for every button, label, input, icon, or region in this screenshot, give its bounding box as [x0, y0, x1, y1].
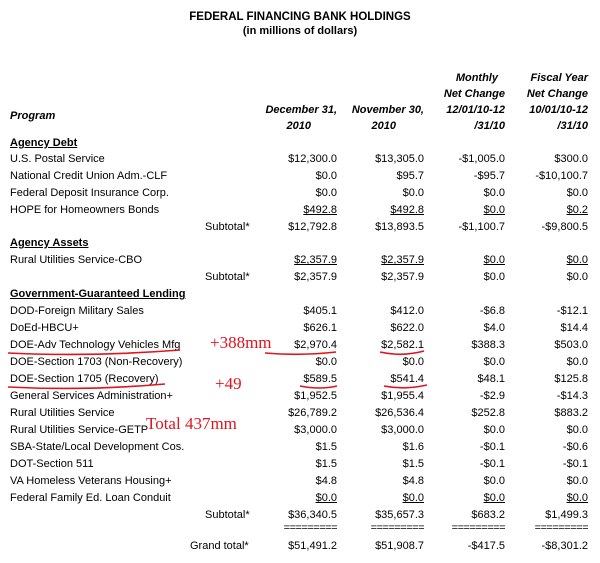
dec-value: $2,357.9 — [294, 271, 337, 283]
dec-value: $1.5 — [315, 441, 337, 453]
monthly-change: -$417.5 — [467, 540, 505, 552]
report-title: FEDERAL FINANCING BANK HOLDINGS — [189, 11, 411, 23]
row-label: SBA-State/Local Development Cos. — [10, 441, 185, 453]
fiscal-change: -$9,800.5 — [541, 221, 588, 233]
dec-value: $36,340.5 — [288, 509, 337, 521]
fiscal-change: -$14.3 — [556, 390, 588, 402]
row-label: DOE-Section 1705 (Recovery) — [10, 373, 159, 385]
row-label: Federal Deposit Insurance Corp. — [10, 187, 169, 199]
underline-mark — [8, 350, 180, 354]
underline-mark — [384, 385, 427, 388]
annotation-text: +388mm — [210, 333, 272, 352]
nov-value: $95.7 — [396, 170, 424, 182]
nov-value: $492.8 — [390, 204, 424, 216]
monthly-change: $4.0 — [483, 322, 505, 334]
nov-value: $1.5 — [402, 458, 424, 470]
fiscal-change: $883.2 — [554, 407, 588, 419]
fiscal-change: $1,499.3 — [545, 509, 588, 521]
monthly-change: $0.0 — [483, 271, 505, 283]
separator: ========= — [283, 522, 337, 534]
nov-value: $0.0 — [402, 356, 424, 368]
subtotal-label: Subtotal* — [205, 221, 250, 233]
dec-value: $0.0 — [315, 356, 337, 368]
underline-mark — [8, 384, 165, 388]
row-label: Federal Family Ed. Loan Conduit — [10, 492, 171, 504]
monthly-change: -$2.9 — [479, 390, 505, 402]
row-label: General Services Administration+ — [10, 390, 173, 402]
monthly-change: -$0.1 — [479, 441, 505, 453]
section-title: Agency Debt — [10, 137, 78, 149]
monthly-change: $252.8 — [471, 407, 505, 419]
row-label: U.S. Postal Service — [10, 153, 105, 165]
monthly-change: $388.3 — [471, 339, 505, 351]
row-label: Rural Utilities Service-CBO — [10, 254, 143, 266]
dec-value: $626.1 — [303, 322, 337, 334]
nov-value: $2,582.1 — [381, 339, 424, 351]
annotation-text: +49 — [215, 374, 242, 393]
monthly-change: $0.0 — [483, 424, 505, 436]
nov-value: $622.0 — [390, 322, 424, 334]
dec-value: $3,000.0 — [294, 424, 337, 436]
fiscal-change: $503.0 — [554, 339, 588, 351]
separator: ========= — [534, 522, 588, 534]
fiscal-change: $0.0 — [566, 475, 588, 487]
dec-value: $0.0 — [315, 187, 337, 199]
fiscal-change: $0.0 — [566, 356, 588, 368]
nov-value: $2,357.9 — [381, 254, 424, 266]
nov-value: $2,357.9 — [381, 271, 424, 283]
monthly-change: -$6.8 — [479, 305, 505, 317]
nov-value: $1.6 — [402, 441, 424, 453]
nov-value: $4.8 — [402, 475, 424, 487]
annotation-text: Total 437mm — [146, 414, 237, 433]
dec-value: $1,952.5 — [294, 390, 337, 402]
dec-value: $2,357.9 — [294, 254, 337, 266]
report-subtitle: (in millions of dollars) — [242, 25, 358, 37]
nov-value: $13,305.0 — [375, 153, 424, 165]
underline-mark — [380, 351, 424, 354]
nov-value: $13,893.5 — [375, 221, 424, 233]
monthly-change: -$95.7 — [473, 170, 505, 182]
fiscal-change: $0.0 — [566, 492, 588, 504]
underline-mark — [300, 386, 337, 388]
fiscal-change: -$0.6 — [562, 441, 588, 453]
fiscal-change: -$0.1 — [562, 458, 588, 470]
section-title: Agency Assets — [10, 237, 89, 249]
fiscal-change: -$8,301.2 — [541, 540, 588, 552]
monthly-change: $0.0 — [483, 254, 505, 266]
monthly-change: $683.2 — [471, 509, 505, 521]
fiscal-change: $0.0 — [566, 187, 588, 199]
monthly-change: $0.0 — [483, 187, 505, 199]
nov-value: $412.0 — [390, 305, 424, 317]
row-label: Rural Utilities Service — [10, 407, 115, 419]
col1-header: December 31, 2010 — [265, 104, 337, 132]
dec-value: $4.8 — [315, 475, 337, 487]
dec-value: $12,300.0 — [288, 153, 337, 165]
dec-value: $1.5 — [315, 458, 337, 470]
dec-value: $26,789.2 — [288, 407, 337, 419]
subtotal-label: Subtotal* — [205, 509, 250, 521]
row-label: DoEd-HBCU+ — [10, 322, 79, 334]
fiscal-change: -$12.1 — [556, 305, 588, 317]
fiscal-change: $0.2 — [566, 204, 588, 216]
monthly-change: $48.1 — [477, 373, 505, 385]
monthly-change: -$1,005.0 — [458, 153, 505, 165]
row-label: DOD-Foreign Military Sales — [10, 305, 144, 317]
nov-value: $51,908.7 — [375, 540, 424, 552]
col2-header: November 30, 2010 — [351, 104, 424, 132]
dec-value: $0.0 — [315, 170, 337, 182]
nov-value: $35,657.3 — [375, 509, 424, 521]
dec-value: $492.8 — [303, 204, 337, 216]
grand-total-label: Grand total* — [190, 540, 249, 552]
fiscal-change: $300.0 — [554, 153, 588, 165]
subtotal-label: Subtotal* — [205, 271, 250, 283]
nov-value: $541.4 — [390, 373, 424, 385]
nov-value: $3,000.0 — [381, 424, 424, 436]
col3-header: Monthly Net Change 12/01/10-12 /31/10 — [443, 72, 505, 132]
separator: ========= — [451, 522, 505, 534]
dec-value: $12,792.8 — [288, 221, 337, 233]
fiscal-change: -$10,100.7 — [535, 170, 588, 182]
section-title: Government-Guaranteed Lending — [10, 288, 186, 300]
nov-value: $0.0 — [402, 492, 424, 504]
dec-value: $51,491.2 — [288, 540, 337, 552]
underline-mark — [265, 352, 336, 354]
dec-value: $0.0 — [315, 492, 337, 504]
nov-value: $0.0 — [402, 187, 424, 199]
monthly-change: $0.0 — [483, 204, 505, 216]
fiscal-change: $14.4 — [560, 322, 588, 334]
separator: ========= — [370, 522, 424, 534]
fiscal-change: $0.0 — [566, 424, 588, 436]
row-label: DOE-Adv Technology Vehicles Mfg — [10, 339, 181, 351]
fiscal-change: $0.0 — [566, 254, 588, 266]
nov-value: $1,955.4 — [381, 390, 424, 402]
row-label: DOT-Section 511 — [10, 458, 94, 470]
monthly-change: $0.0 — [483, 475, 505, 487]
row-label: Rural Utilities Service-GETP — [10, 424, 149, 436]
fiscal-change: $0.0 — [566, 271, 588, 283]
row-label: HOPE for Homeowners Bonds — [10, 204, 160, 216]
nov-value: $26,536.4 — [375, 407, 424, 419]
monthly-change: $0.0 — [483, 492, 505, 504]
col4-header: Fiscal Year Net Change 10/01/10-12 /31/10 — [526, 72, 588, 132]
dec-value: $589.5 — [303, 373, 337, 385]
row-label: DOE-Section 1703 (Non-Recovery) — [10, 356, 183, 368]
program-column-header: Program — [10, 110, 56, 122]
fiscal-change: $125.8 — [554, 373, 588, 385]
monthly-change: $0.0 — [483, 356, 505, 368]
row-label: VA Homeless Veterans Housing+ — [10, 475, 172, 487]
row-label: National Credit Union Adm.-CLF — [10, 170, 168, 182]
dec-value: $405.1 — [303, 305, 337, 317]
monthly-change: -$0.1 — [479, 458, 505, 470]
monthly-change: -$1,100.7 — [458, 221, 505, 233]
dec-value: $2,970.4 — [294, 339, 337, 351]
